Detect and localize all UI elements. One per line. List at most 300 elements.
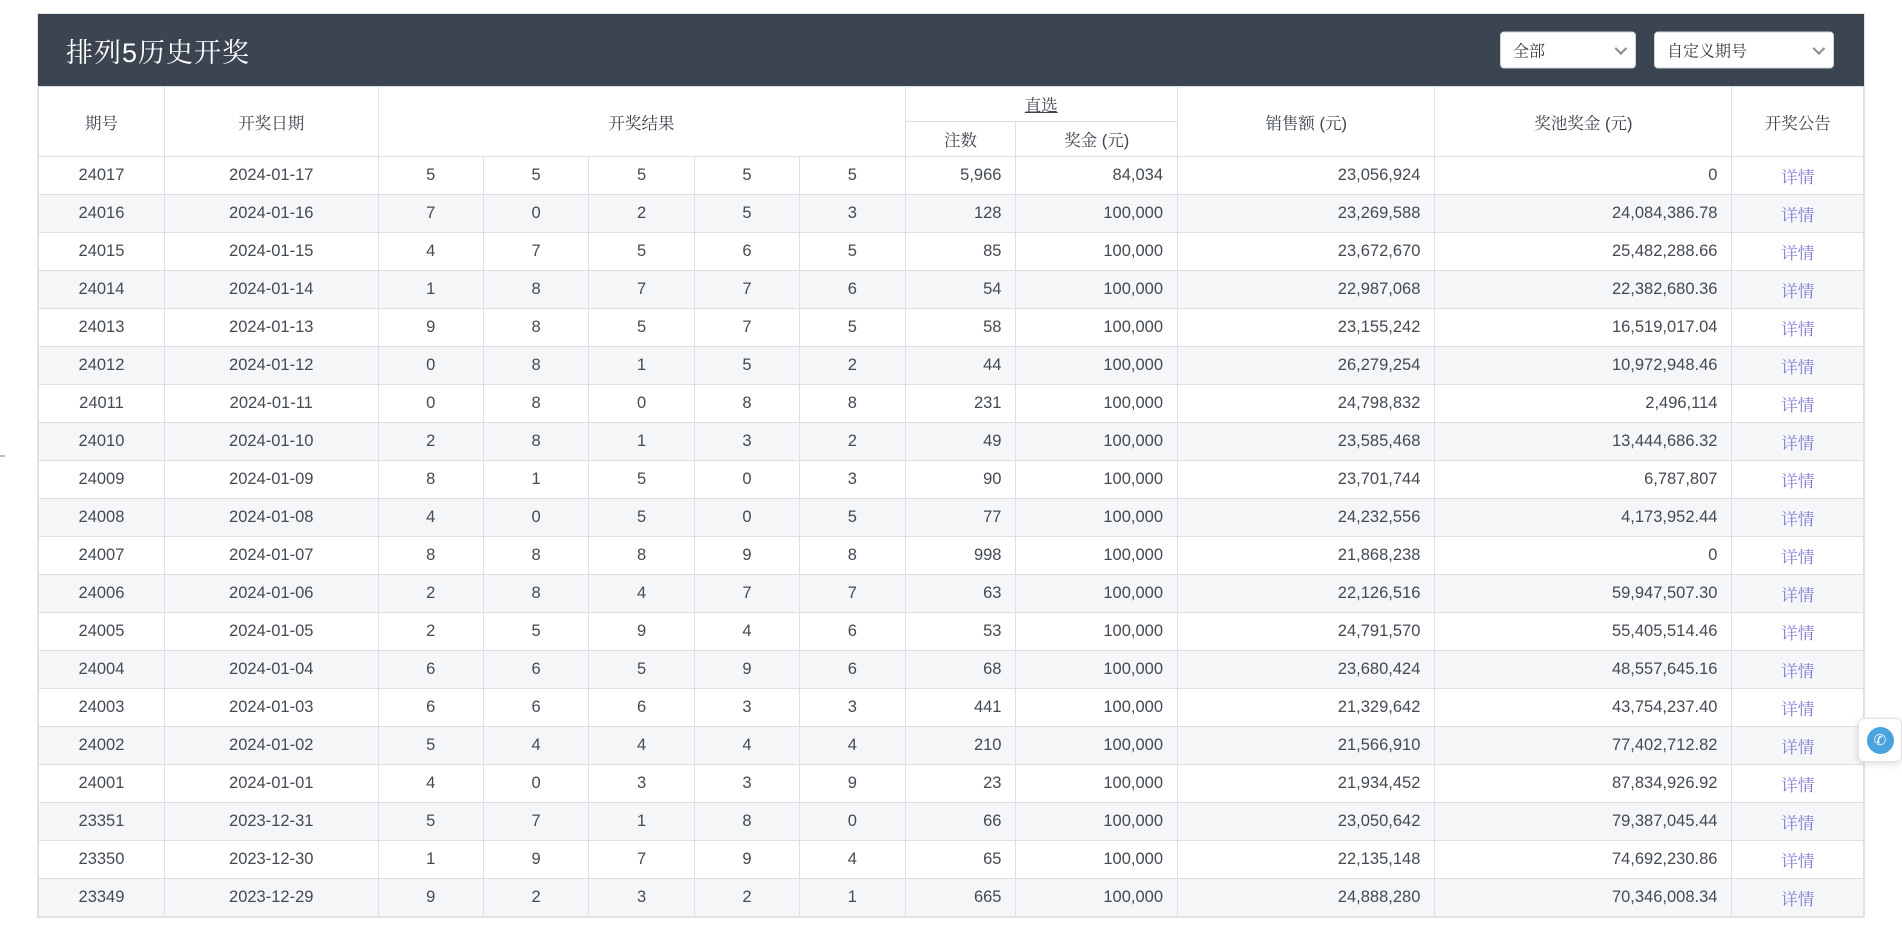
cell-ball-1: 6 (378, 689, 483, 727)
chevron-down-icon (1615, 42, 1628, 55)
cell-ball-3: 5 (589, 461, 694, 499)
cell-ball-5: 5 (800, 157, 905, 195)
cell-issue: 23350 (39, 841, 165, 879)
table-row (39, 309, 1864, 347)
cell-bet-count: 53 (905, 613, 1016, 651)
table-row (39, 157, 1864, 195)
cell-bet-count: 90 (905, 461, 1016, 499)
detail-link[interactable]: 详情 (1781, 472, 1815, 491)
cell-pool: 16,519,017.04 (1435, 309, 1732, 347)
detail-link[interactable]: 详情 (1781, 700, 1815, 719)
cell-notice (1732, 841, 1864, 879)
cell-ball-5: 2 (800, 423, 905, 461)
cell-ball-2: 6 (483, 689, 588, 727)
col-header-notice: 开奖公告 (1732, 87, 1864, 157)
cell-ball-5: 5 (800, 499, 905, 537)
cell-ball-4: 4 (694, 727, 799, 765)
detail-link[interactable]: 详情 (1781, 624, 1815, 643)
cell-issue: 24005 (39, 613, 165, 651)
cell-pool: 0 (1435, 537, 1732, 575)
cell-prize: 100,000 (1016, 347, 1178, 385)
cell-sales: 23,680,424 (1178, 651, 1435, 689)
cell-ball-4: 0 (694, 499, 799, 537)
detail-link[interactable]: 详情 (1781, 738, 1815, 757)
cell-ball-1: 4 (378, 765, 483, 803)
cell-notice (1732, 537, 1864, 575)
cell-ball-1: 2 (378, 423, 483, 461)
cell-pool: 13,444,686.32 (1435, 423, 1732, 461)
col-header-draw-date: 开奖日期 (164, 87, 378, 157)
cell-pool: 77,402,712.82 (1435, 727, 1732, 765)
cell-ball-1: 7 (378, 195, 483, 233)
detail-link[interactable]: 详情 (1781, 320, 1815, 339)
cell-sales: 23,672,670 (1178, 233, 1435, 271)
cell-sales: 24,232,556 (1178, 499, 1435, 537)
cell-bet-count: 63 (905, 575, 1016, 613)
cell-ball-3: 8 (589, 537, 694, 575)
cell-pool: 25,482,288.66 (1435, 233, 1732, 271)
cell-ball-3: 1 (589, 423, 694, 461)
cell-draw-date: 2024-01-10 (164, 423, 378, 461)
cell-ball-4: 3 (694, 765, 799, 803)
table-row (39, 195, 1864, 233)
zhixuan-label: 直选 (1024, 97, 1058, 115)
cell-sales: 23,056,924 (1178, 157, 1435, 195)
cell-sales: 24,798,832 (1178, 385, 1435, 423)
cell-ball-4: 7 (694, 575, 799, 613)
cell-prize: 100,000 (1016, 309, 1178, 347)
cell-ball-3: 5 (589, 651, 694, 689)
cell-ball-2: 8 (483, 537, 588, 575)
detail-link[interactable]: 详情 (1781, 814, 1815, 833)
cell-ball-3: 4 (589, 575, 694, 613)
cell-sales: 23,269,588 (1178, 195, 1435, 233)
cell-ball-1: 6 (378, 651, 483, 689)
cell-prize: 100,000 (1016, 575, 1178, 613)
cell-ball-5: 6 (800, 271, 905, 309)
cell-notice (1732, 499, 1864, 537)
chevron-down-icon (1813, 42, 1826, 55)
cell-prize: 100,000 (1016, 613, 1178, 651)
cell-bet-count: 128 (905, 195, 1016, 233)
cell-ball-1: 0 (378, 385, 483, 423)
cell-ball-3: 5 (589, 309, 694, 347)
cell-ball-5: 8 (800, 385, 905, 423)
cell-pool: 70,346,008.34 (1435, 879, 1732, 917)
cell-sales: 21,329,642 (1178, 689, 1435, 727)
table-row (39, 803, 1864, 841)
table-row (39, 689, 1864, 727)
table-row (39, 423, 1864, 461)
cell-draw-date: 2024-01-05 (164, 613, 378, 651)
filter-all-label: 全部 (1513, 43, 1546, 61)
detail-link[interactable]: 详情 (1781, 510, 1815, 529)
table-row (39, 651, 1864, 689)
cell-ball-2: 8 (483, 575, 588, 613)
cell-prize: 100,000 (1016, 233, 1178, 271)
col-header-issue: 期号 (39, 87, 165, 157)
cell-bet-count: 231 (905, 385, 1016, 423)
cell-bet-count: 665 (905, 879, 1016, 917)
cell-prize: 100,000 (1016, 499, 1178, 537)
cell-draw-date: 2024-01-06 (164, 575, 378, 613)
cell-draw-date: 2024-01-02 (164, 727, 378, 765)
cell-bet-count: 49 (905, 423, 1016, 461)
detail-link[interactable]: 详情 (1781, 776, 1815, 795)
cell-ball-5: 3 (800, 689, 905, 727)
table-row (39, 575, 1864, 613)
detail-link[interactable]: 详情 (1781, 244, 1815, 263)
cell-prize: 100,000 (1016, 879, 1178, 917)
cell-pool: 24,084,386.78 (1435, 195, 1732, 233)
cell-ball-2: 8 (483, 309, 588, 347)
cell-ball-4: 9 (694, 841, 799, 879)
cell-bet-count: 58 (905, 309, 1016, 347)
cell-ball-2: 1 (483, 461, 588, 499)
cell-issue: 24010 (39, 423, 165, 461)
cell-ball-3: 7 (589, 271, 694, 309)
cell-draw-date: 2024-01-11 (164, 385, 378, 423)
cell-issue: 24013 (39, 309, 165, 347)
cell-bet-count: 5,966 (905, 157, 1016, 195)
cell-ball-4: 7 (694, 271, 799, 309)
cell-draw-date: 2024-01-14 (164, 271, 378, 309)
cell-notice (1732, 385, 1864, 423)
cell-draw-date: 2023-12-31 (164, 803, 378, 841)
table-head-row-1 (39, 87, 1864, 122)
cell-sales: 21,566,910 (1178, 727, 1435, 765)
cell-bet-count: 23 (905, 765, 1016, 803)
cell-ball-5: 5 (800, 309, 905, 347)
cell-ball-4: 2 (694, 879, 799, 917)
cell-ball-2: 8 (483, 385, 588, 423)
cell-draw-date: 2024-01-03 (164, 689, 378, 727)
cell-ball-4: 5 (694, 195, 799, 233)
cell-sales: 24,888,280 (1178, 879, 1435, 917)
cell-notice (1732, 879, 1864, 917)
detail-link[interactable]: 详情 (1781, 168, 1815, 187)
cell-pool: 48,557,645.16 (1435, 651, 1732, 689)
cell-ball-1: 1 (378, 271, 483, 309)
page-title: 排列5历史开奖 (66, 37, 251, 68)
cell-ball-2: 0 (483, 195, 588, 233)
detail-link[interactable]: 详情 (1781, 206, 1815, 225)
cell-ball-1: 2 (378, 613, 483, 651)
cell-prize: 100,000 (1016, 841, 1178, 879)
cell-sales: 23,155,242 (1178, 309, 1435, 347)
table-row (39, 461, 1864, 499)
cell-issue: 24004 (39, 651, 165, 689)
cell-issue: 24015 (39, 233, 165, 271)
cell-ball-4: 5 (694, 347, 799, 385)
cell-draw-date: 2024-01-16 (164, 195, 378, 233)
cell-ball-3: 1 (589, 803, 694, 841)
cell-notice (1732, 195, 1864, 233)
cell-ball-2: 6 (483, 651, 588, 689)
cell-ball-1: 8 (378, 537, 483, 575)
cell-pool: 4,173,952.44 (1435, 499, 1732, 537)
cell-ball-2: 7 (483, 803, 588, 841)
cell-draw-date: 2024-01-13 (164, 309, 378, 347)
cell-sales: 23,050,642 (1178, 803, 1435, 841)
cell-ball-5: 3 (800, 461, 905, 499)
cell-pool: 87,834,926.92 (1435, 765, 1732, 803)
cell-ball-5: 4 (800, 841, 905, 879)
col-header-sales: 销售额 (元) (1178, 87, 1435, 157)
cell-issue: 23349 (39, 879, 165, 917)
panel-header (38, 14, 1864, 86)
cell-notice (1732, 727, 1864, 765)
cell-bet-count: 85 (905, 233, 1016, 271)
cell-ball-3: 7 (589, 841, 694, 879)
cell-draw-date: 2024-01-08 (164, 499, 378, 537)
cell-ball-2: 2 (483, 879, 588, 917)
cell-notice (1732, 803, 1864, 841)
table-head (39, 87, 1864, 157)
cell-issue: 24016 (39, 195, 165, 233)
table-row (39, 613, 1864, 651)
table-body (39, 157, 1864, 917)
detail-link[interactable]: 详情 (1781, 662, 1815, 681)
cell-ball-3: 3 (589, 765, 694, 803)
cell-ball-1: 5 (378, 157, 483, 195)
detail-link[interactable]: 详情 (1781, 890, 1815, 909)
cell-pool: 74,692,230.86 (1435, 841, 1732, 879)
customer-service-button[interactable] (1858, 718, 1902, 762)
cell-ball-4: 3 (694, 423, 799, 461)
cell-notice (1732, 233, 1864, 271)
cell-ball-3: 4 (589, 727, 694, 765)
cell-ball-3: 0 (589, 385, 694, 423)
cell-ball-1: 1 (378, 841, 483, 879)
cell-issue: 24011 (39, 385, 165, 423)
cell-draw-date: 2024-01-09 (164, 461, 378, 499)
cell-ball-3: 1 (589, 347, 694, 385)
cell-ball-5: 8 (800, 537, 905, 575)
cell-draw-date: 2024-01-12 (164, 347, 378, 385)
cell-sales: 23,585,468 (1178, 423, 1435, 461)
cell-notice (1732, 157, 1864, 195)
cell-prize: 84,034 (1016, 157, 1178, 195)
detail-link[interactable]: 详情 (1781, 434, 1815, 453)
edge-marker (0, 455, 5, 457)
cell-issue: 24012 (39, 347, 165, 385)
cell-ball-5: 5 (800, 233, 905, 271)
filter-all-select[interactable] (1500, 32, 1636, 69)
table-row (39, 727, 1864, 765)
detail-link[interactable]: 详情 (1781, 548, 1815, 567)
cell-notice (1732, 271, 1864, 309)
header-controls (1500, 32, 1834, 69)
cell-draw-date: 2024-01-15 (164, 233, 378, 271)
cell-ball-2: 5 (483, 613, 588, 651)
cell-bet-count: 68 (905, 651, 1016, 689)
cell-ball-3: 5 (589, 157, 694, 195)
cell-ball-2: 8 (483, 271, 588, 309)
cell-ball-4: 9 (694, 651, 799, 689)
cell-ball-2: 4 (483, 727, 588, 765)
cell-prize: 100,000 (1016, 765, 1178, 803)
cell-bet-count: 44 (905, 347, 1016, 385)
cell-pool: 79,387,045.44 (1435, 803, 1732, 841)
cell-draw-date: 2024-01-17 (164, 157, 378, 195)
cell-ball-2: 0 (483, 765, 588, 803)
cell-ball-1: 5 (378, 803, 483, 841)
cell-ball-3: 6 (589, 689, 694, 727)
cell-prize: 100,000 (1016, 651, 1178, 689)
table-row (39, 347, 1864, 385)
cell-notice (1732, 689, 1864, 727)
cell-prize: 100,000 (1016, 195, 1178, 233)
cell-notice (1732, 651, 1864, 689)
cell-bet-count: 65 (905, 841, 1016, 879)
cell-ball-1: 4 (378, 499, 483, 537)
cell-ball-3: 2 (589, 195, 694, 233)
cell-prize: 100,000 (1016, 803, 1178, 841)
cell-prize: 100,000 (1016, 727, 1178, 765)
cell-ball-5: 3 (800, 195, 905, 233)
cell-sales: 22,126,516 (1178, 575, 1435, 613)
cell-prize: 100,000 (1016, 385, 1178, 423)
cell-ball-5: 6 (800, 651, 905, 689)
cell-ball-2: 5 (483, 157, 588, 195)
cell-pool: 2,496,114 (1435, 385, 1732, 423)
col-header-bet-count: 注数 (905, 122, 1016, 157)
cell-sales: 22,135,148 (1178, 841, 1435, 879)
table-row (39, 271, 1864, 309)
cell-issue: 24002 (39, 727, 165, 765)
cell-ball-5: 6 (800, 613, 905, 651)
cell-ball-1: 4 (378, 233, 483, 271)
cell-ball-5: 0 (800, 803, 905, 841)
cell-bet-count: 441 (905, 689, 1016, 727)
cell-draw-date: 2024-01-04 (164, 651, 378, 689)
cell-bet-count: 998 (905, 537, 1016, 575)
cell-draw-date: 2023-12-30 (164, 841, 378, 879)
cell-prize: 100,000 (1016, 537, 1178, 575)
cell-notice (1732, 309, 1864, 347)
cell-ball-4: 5 (694, 157, 799, 195)
cell-bet-count: 54 (905, 271, 1016, 309)
cell-ball-5: 9 (800, 765, 905, 803)
cell-prize: 100,000 (1016, 423, 1178, 461)
cell-ball-2: 9 (483, 841, 588, 879)
cell-ball-4: 0 (694, 461, 799, 499)
cell-notice (1732, 423, 1864, 461)
detail-link[interactable]: 详情 (1781, 282, 1815, 301)
cell-bet-count: 210 (905, 727, 1016, 765)
table-row (39, 537, 1864, 575)
detail-link[interactable]: 详情 (1781, 358, 1815, 377)
cell-prize: 100,000 (1016, 271, 1178, 309)
table-row (39, 499, 1864, 537)
cell-notice (1732, 765, 1864, 803)
cell-ball-1: 8 (378, 461, 483, 499)
detail-link[interactable]: 详情 (1781, 586, 1815, 605)
cell-sales: 22,987,068 (1178, 271, 1435, 309)
col-header-zhixuan (905, 87, 1177, 122)
cell-issue: 24008 (39, 499, 165, 537)
table-row (39, 385, 1864, 423)
customer-service-icon: ✆ (1867, 727, 1894, 754)
cell-draw-date: 2024-01-07 (164, 537, 378, 575)
cell-pool: 59,947,507.30 (1435, 575, 1732, 613)
cell-ball-1: 9 (378, 309, 483, 347)
cell-ball-3: 9 (589, 613, 694, 651)
cell-issue: 24003 (39, 689, 165, 727)
cell-ball-1: 5 (378, 727, 483, 765)
cell-ball-4: 8 (694, 385, 799, 423)
col-header-draw-result: 开奖结果 (378, 87, 905, 157)
cell-ball-1: 2 (378, 575, 483, 613)
cell-ball-3: 3 (589, 879, 694, 917)
cell-ball-5: 2 (800, 347, 905, 385)
cell-ball-4: 7 (694, 309, 799, 347)
cell-ball-4: 9 (694, 537, 799, 575)
cell-issue: 24001 (39, 765, 165, 803)
lottery-panel (38, 14, 1864, 917)
table-row (39, 765, 1864, 803)
table-row (39, 879, 1864, 917)
cell-pool: 43,754,237.40 (1435, 689, 1732, 727)
cell-ball-1: 0 (378, 347, 483, 385)
cell-ball-5: 7 (800, 575, 905, 613)
cell-ball-2: 8 (483, 347, 588, 385)
cell-ball-3: 5 (589, 499, 694, 537)
cell-issue: 24009 (39, 461, 165, 499)
cell-pool: 0 (1435, 157, 1732, 195)
cell-bet-count: 77 (905, 499, 1016, 537)
cell-issue: 24006 (39, 575, 165, 613)
col-header-pool: 奖池奖金 (元) (1435, 87, 1732, 157)
cell-notice (1732, 613, 1864, 651)
cell-ball-3: 5 (589, 233, 694, 271)
cell-notice (1732, 575, 1864, 613)
cell-issue: 24007 (39, 537, 165, 575)
cell-issue: 24014 (39, 271, 165, 309)
cell-sales: 23,701,744 (1178, 461, 1435, 499)
cell-notice (1732, 347, 1864, 385)
lottery-history-table (38, 86, 1864, 917)
col-header-prize: 奖金 (元) (1016, 122, 1178, 157)
detail-link[interactable]: 详情 (1781, 852, 1815, 871)
cell-sales: 21,868,238 (1178, 537, 1435, 575)
filter-custom-issue-select[interactable] (1654, 32, 1834, 69)
cell-bet-count: 66 (905, 803, 1016, 841)
cell-ball-5: 4 (800, 727, 905, 765)
cell-ball-1: 9 (378, 879, 483, 917)
cell-notice (1732, 461, 1864, 499)
cell-ball-4: 3 (694, 689, 799, 727)
cell-issue: 24017 (39, 157, 165, 195)
detail-link[interactable]: 详情 (1781, 396, 1815, 415)
cell-pool: 22,382,680.36 (1435, 271, 1732, 309)
cell-prize: 100,000 (1016, 461, 1178, 499)
cell-ball-4: 8 (694, 803, 799, 841)
cell-pool: 55,405,514.46 (1435, 613, 1732, 651)
cell-draw-date: 2023-12-29 (164, 879, 378, 917)
cell-pool: 6,787,807 (1435, 461, 1732, 499)
cell-sales: 21,934,452 (1178, 765, 1435, 803)
cell-ball-4: 6 (694, 233, 799, 271)
cell-ball-2: 8 (483, 423, 588, 461)
cell-issue: 23351 (39, 803, 165, 841)
cell-ball-4: 4 (694, 613, 799, 651)
table-row (39, 841, 1864, 879)
cell-draw-date: 2024-01-01 (164, 765, 378, 803)
cell-sales: 26,279,254 (1178, 347, 1435, 385)
cell-sales: 24,791,570 (1178, 613, 1435, 651)
